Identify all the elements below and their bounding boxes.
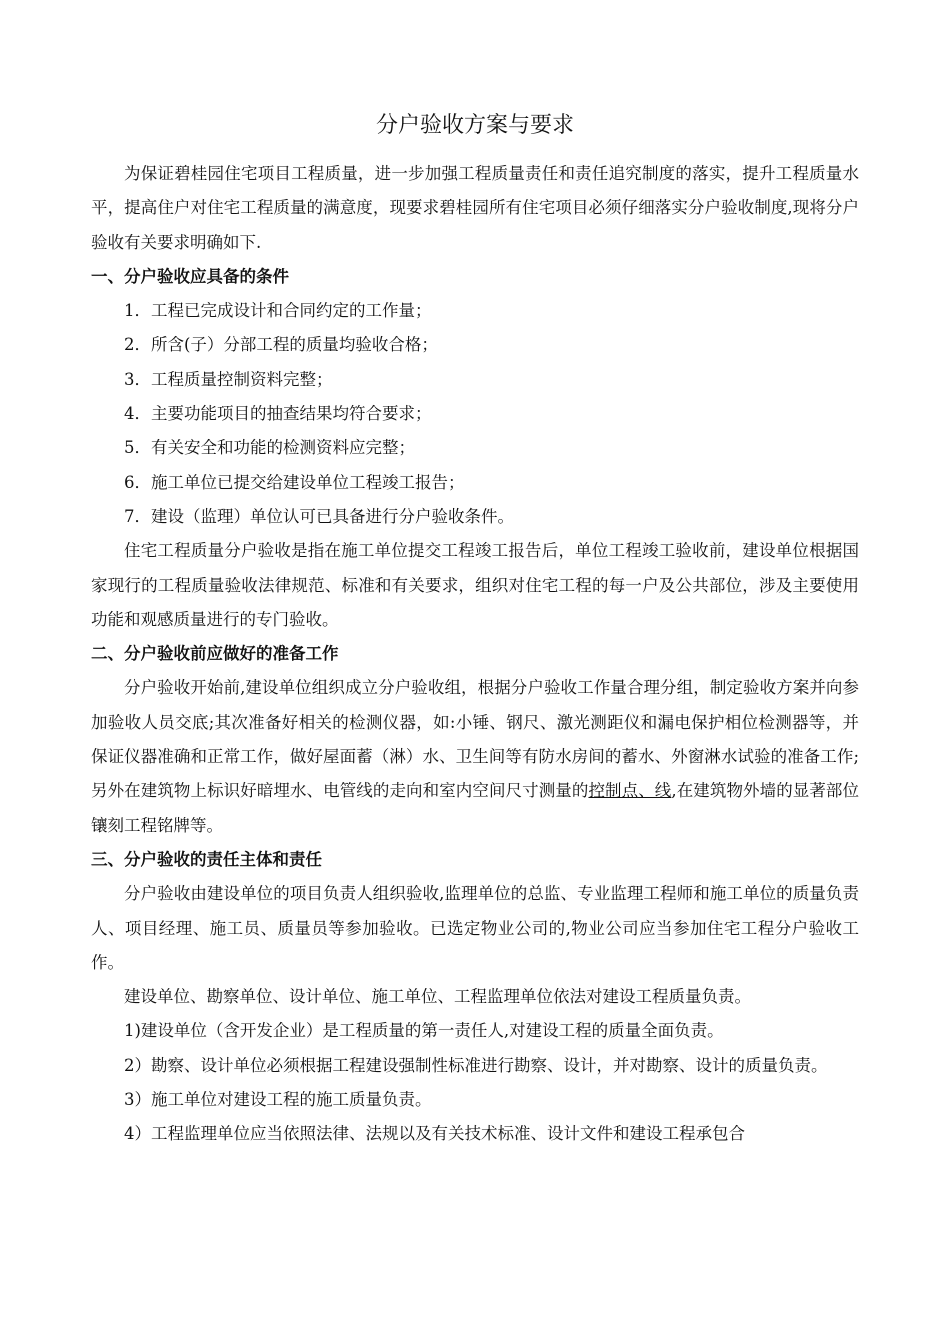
list-item: 3．工程质量控制资料完整； [124,369,333,389]
list-item: 7．建设（监理）单位认可已具备进行分户验收条件。 [124,506,514,526]
list-item: 5．有关安全和功能的检测资料应完整； [124,438,415,458]
section-heading-preparation: 二、分户验收前应做好的准备工作 [91,644,339,664]
responsibility-paragraph: 分户验收由建设单位的项目负责人组织验收,监理单位的总监、专业监理工程师和施工单位的质量负责人、项目经理、施工员、质量员等参加验收。已选定物业公司的,物业公司应当参加住宅工程分户验收工作。 [91,884,859,972]
section-heading-responsibility: 三、分户验收的责任主体和责任 [91,849,322,869]
page-title: 分户验收方案与要求 [375,113,574,138]
responsibility-paragraph: 2）勘察、设计单位必须根据工程建设强制性标准进行勘察、设计，并对勘察、设计的质量负责。 [124,1055,828,1075]
list-item: 6．施工单位已提交给建设单位工程竣工报告； [124,472,465,492]
preparation-text-before: 分户验收开始前,建设单位组织成立分户验收组，根据分户验收工作量合理分组，制定验收方案并向参加验收人员交底;其次准备好相关的检测仪器，如:小锤、钢尺、激光测距仪和漏电保护相位检测器等，并保证仪器准确和正常工作，做好屋面蓄（淋）水、卫生间等有防水房间的蓄水、外窗淋水试验的准备工作;另外在建筑物上标识好暗埋水、电管线的走向和室内空间尺寸测量的 [91,678,859,801]
intro-paragraph: 为保证碧桂园住宅项目工程质量，进一步加强工程质量责任和责任追究制度的落实，提升工程质量水平，提高住户对住宅工程质量的满意度，现要求碧桂园所有住宅项目必须仔细落实分户验收制度,现将分户验收有关要求明确如下. [91,164,859,252]
preparation-text-after: ,在建筑物外墙的显著部位镶刻工程铭牌等。 [91,781,860,835]
responsibility-paragraph: 建设单位、勘察单位、设计单位、施工单位、工程监理单位依法对建设工程质量负责。 [124,987,751,1007]
definition-paragraph: 住宅工程质量分户验收是指在施工单位提交工程竣工报告后，单位工程竣工验收前，建设单位根据国家现行的工程质量验收法律规范、标准和有关要求，组织对住宅工程的每一户及公共部位，涉及主要使用功能和观感质量进行的专门验收。 [91,541,859,629]
preparation-paragraph [91,671,859,842]
list-item: 2．所含(子）分部工程的质量均验收合格； [124,335,438,355]
responsibility-paragraph: 3）施工单位对建设工程的施工质量负责。 [124,1090,432,1110]
document-body [91,157,859,1152]
section-heading-conditions: 一、分户验收应具备的条件 [91,266,289,286]
responsibility-paragraph: 4）工程监理单位应当依照法律、法规以及有关技术标准、设计文件和建设工程承包合 [124,1124,745,1144]
list-item: 4．主要功能项目的抽查结果均符合要求； [124,404,432,424]
responsibility-paragraph: 1)建设单位（含开发企业）是工程质量的第一责任人,对建设工程的质量全面负责。 [124,1021,724,1041]
underlined-text: 控制点、线 [588,781,672,801]
list-item: 1．工程已完成设计和合同约定的工作量； [124,301,432,321]
